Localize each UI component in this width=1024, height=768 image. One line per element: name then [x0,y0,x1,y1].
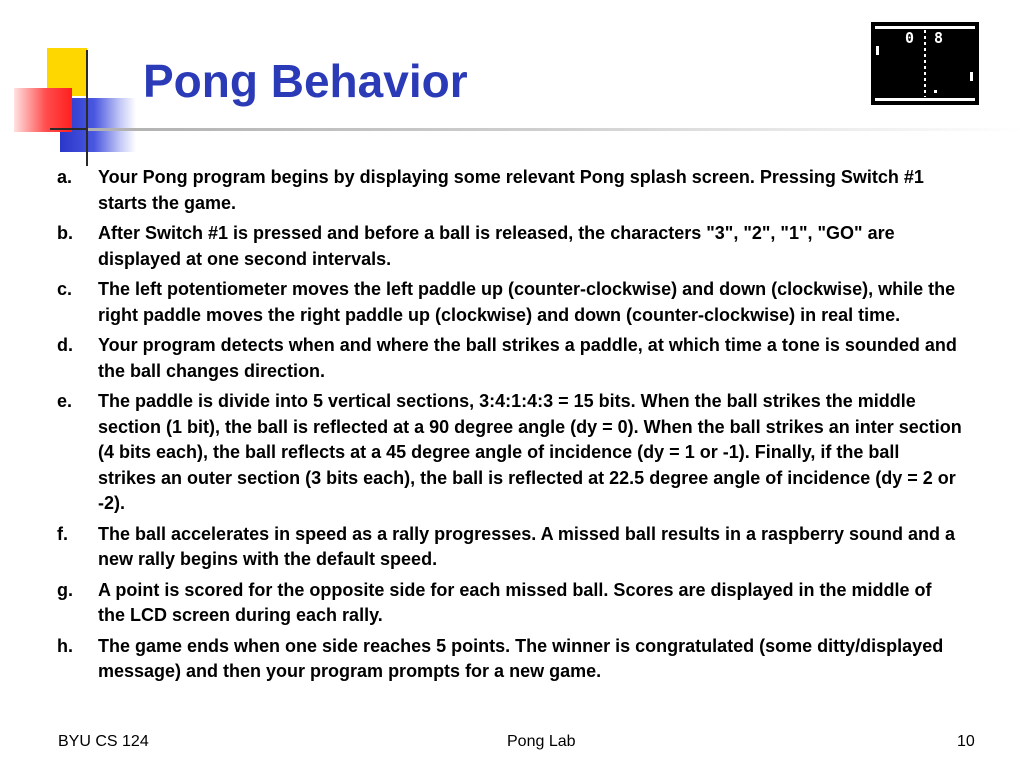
list-item-letter: g. [57,579,73,600]
pong-left-score: 0 [905,29,915,47]
footer-topic: Pong Lab [507,733,576,750]
list-item [57,578,962,629]
list-item [57,389,962,517]
list-item-letter: f. [57,523,68,544]
pong-net [924,30,926,97]
pong-bottom-wall [875,98,975,101]
list-item-text: The ball accelerates in speed as a rally progresses. A missed ball results in a raspberry sound and a new rally begins with the default speed. [98,523,956,569]
list-item-text: The paddle is divide into 5 vertical sections, 3:4:1:4:3 = 15 bits. When the ball strikes the middle section (1 bit), the ball is reflected at a 90 degree angle (dy = 0). When the ball strikes an inter section (4 bits each), the ball reflects at a 45 degree angle of incidence (dy = 1 or -1). Finally, if the ball strikes an outer section (3 bits each), the ball is reflected at 22.5 degree angle of incidence (dy = 2 or -2). [98,391,962,513]
list-item-letter: b. [57,223,73,243]
list-item [57,522,962,573]
list-item-letter: a. [57,167,73,187]
list-item [57,277,962,328]
list-item-text: The game ends when one side reaches 5 points. The winner is congratulated (some ditty/displayed message) and then your program prompts for a new game. [98,635,944,681]
pong-game-thumbnail [871,22,979,105]
corner-logo-decoration [0,0,140,170]
list-item-text: The left potentiometer moves the left paddle up (counter-clockwise) and down (clockwise), while the right paddle moves the right paddle up (clockwise) and down (counter-clockwise) in real time. [98,279,956,325]
vertical-line-decoration [86,50,88,166]
list-item-text: A point is scored for the opposite side for each missed ball. Scores are displayed in the middle of the LCD screen during each rally. [98,579,932,625]
list-item [57,221,962,272]
red-square-decoration [14,88,72,132]
list-item [57,333,962,384]
title-underline [88,128,1024,131]
footer-page-number: 10 [957,733,975,750]
pong-right-score: 8 [934,29,944,47]
slide-title: Pong Behavior [143,55,468,107]
list-item-text: After Switch #1 is pressed and before a ball is released, the characters "3", "2", "1", "GO" are displayed at one second intervals. [98,223,895,269]
list-item-letter: d. [57,335,73,355]
list-item [57,165,962,216]
pong-left-paddle [876,46,879,55]
pong-top-wall [875,26,975,29]
pong-right-paddle [970,72,973,81]
behavior-list [57,165,962,690]
pong-ball [934,90,937,93]
list-item-text: Your program detects when and where the ball strikes a paddle, at which time a tone is sounded and the ball changes direction. [98,335,957,381]
list-item-letter: e. [57,391,73,411]
list-item-letter: h. [57,635,73,656]
list-item-text: Your Pong program begins by displaying some relevant Pong splash screen. Pressing Switch #1 starts the game. [98,167,924,213]
list-item [57,634,962,685]
footer-course: BYU CS 124 [58,733,149,750]
list-item-letter: c. [57,279,73,299]
